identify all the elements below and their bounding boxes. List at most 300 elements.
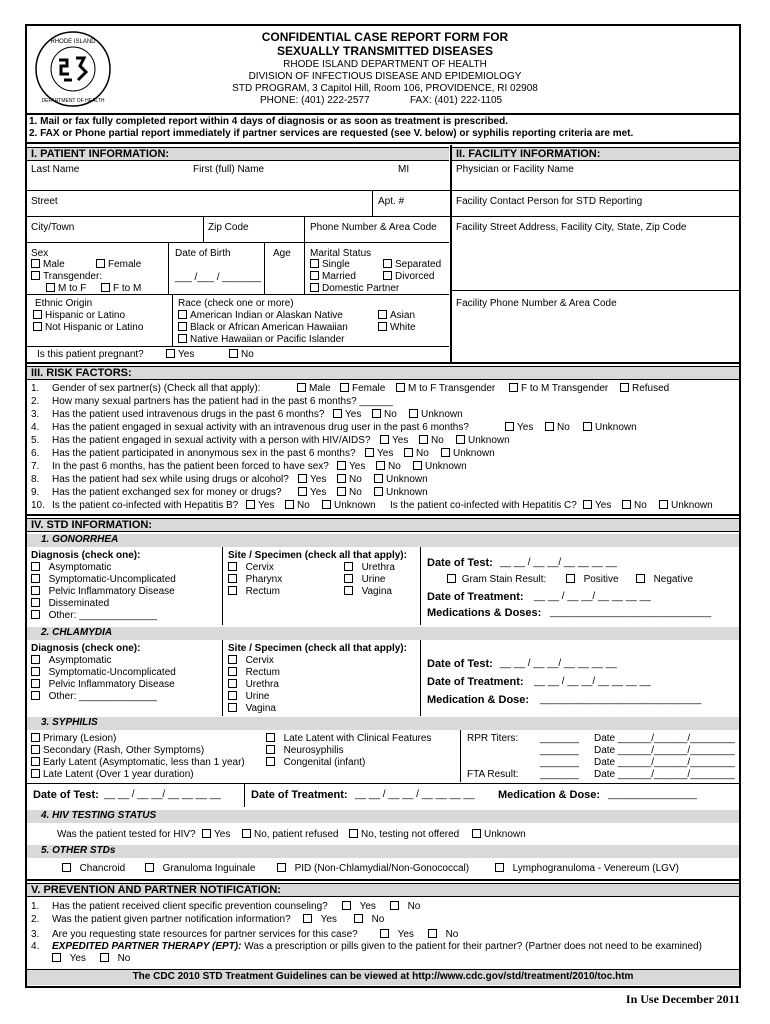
risk-q2-text: How many sexual partners has the patient had in the past 6 months? ______ <box>52 396 393 407</box>
prev-q2-text: Was the patient given partner notification information? <box>52 914 291 925</box>
checkbox[interactable] <box>229 349 238 358</box>
checkbox[interactable] <box>344 586 353 595</box>
checkbox[interactable] <box>419 435 428 444</box>
sex-male-option[interactable]: Male <box>31 259 65 271</box>
checkbox[interactable] <box>374 487 383 496</box>
risk-q10-hepc-text: Is the patient co-infected with Hepatitis C? <box>390 500 577 511</box>
checkbox[interactable] <box>228 574 237 583</box>
risk-q1-text: Gender of sex partner(s) (Check all that apply): <box>52 383 261 394</box>
risk-q7-yes[interactable]: Yes <box>337 461 365 473</box>
marital-divorced-option[interactable]: Divorced <box>383 271 434 283</box>
facility-info-heading: II. FACILITY INFORMATION: <box>452 147 739 161</box>
risk-q9-no[interactable]: No <box>337 487 362 499</box>
checkbox[interactable] <box>228 703 237 712</box>
checkbox[interactable] <box>277 863 286 872</box>
gon-s3[interactable]: Rectum <box>228 586 280 598</box>
risk-q4-no[interactable]: No <box>545 422 570 434</box>
syph-fta-label: FTA Result: <box>467 769 519 780</box>
checkbox[interactable] <box>354 914 363 923</box>
risk-q1-refused[interactable]: Refused <box>620 383 669 395</box>
risk-q5-num: 5. <box>31 435 40 446</box>
hiv-question: Was the patient tested for HIV? <box>57 829 196 840</box>
checkbox[interactable] <box>337 487 346 496</box>
prev-q2-yes[interactable]: Yes <box>303 914 337 926</box>
risk-factors-heading: III. RISK FACTORS: <box>27 366 739 380</box>
risk-q10-hepc-yes[interactable]: Yes <box>583 500 611 512</box>
gonorrhea-heading: 1. GONORRHEA <box>27 534 739 547</box>
checkbox[interactable] <box>31 655 40 664</box>
prev-q3-no[interactable]: No <box>428 929 458 941</box>
checkbox[interactable] <box>31 769 40 778</box>
prev-q3-yes[interactable]: Yes <box>380 929 414 941</box>
gon-test-label: Date of Test: <box>427 557 493 569</box>
checkbox[interactable] <box>456 435 465 444</box>
risk-q3-text: Has the patient used intravenous drugs in the past 6 months? <box>52 409 325 420</box>
chl-s4[interactable]: Urine <box>228 691 269 703</box>
risk-q3-num: 3. <box>31 409 40 420</box>
syph-test-label: Date of Test: <box>33 789 99 801</box>
std-info-heading: IV. STD INFORMATION: <box>27 518 739 532</box>
risk-q7-text: In the past 6 months, has the patient been forced to have sex? <box>52 461 329 472</box>
checkbox[interactable] <box>266 757 275 766</box>
patient-info-heading: I. PATIENT INFORMATION: <box>27 147 449 161</box>
checkbox[interactable] <box>246 500 255 509</box>
marital-separated-option[interactable]: Separated <box>383 259 441 271</box>
syphilis-heading: 3. SYPHILIS <box>27 717 739 730</box>
checkbox[interactable] <box>46 283 55 292</box>
gon-gram-negative[interactable]: Negative <box>636 574 693 586</box>
syph-p2[interactable]: Secondary (Rash, Other Symptoms) <box>31 745 204 757</box>
checkbox[interactable] <box>266 733 275 742</box>
checkbox[interactable] <box>509 383 518 392</box>
age-label: Age <box>273 248 291 259</box>
syph-l2[interactable]: Neurosyphilis <box>266 745 344 757</box>
gon-s6[interactable]: Vagina <box>344 586 392 598</box>
checkbox[interactable] <box>378 310 387 319</box>
risk-q3-yes[interactable]: Yes <box>333 409 361 421</box>
checkbox[interactable] <box>31 610 40 619</box>
chl-diag-label: Diagnosis (check one): <box>31 643 141 654</box>
risk-q10-hepb-unknown[interactable]: Unknown <box>322 500 376 512</box>
street-label: Street <box>31 196 58 207</box>
gon-diag-label: Diagnosis (check one): <box>31 550 141 561</box>
checkbox[interactable] <box>342 901 351 910</box>
program-fax: FAX: (401) 222-1105 <box>410 95 503 106</box>
checkbox[interactable] <box>31 574 40 583</box>
risk-q9-num: 9. <box>31 487 40 498</box>
risk-q5-yes[interactable]: Yes <box>380 435 408 447</box>
checkbox[interactable] <box>298 487 307 496</box>
syph-rpr-field-1[interactable]: _______ <box>540 733 579 744</box>
syph-rpr-label: RPR Titers: <box>467 733 519 744</box>
syph-rpr-field-2[interactable]: _______ <box>540 745 579 756</box>
program-address: STD PROGRAM, 3 Capitol Hill, Room 106, PROVIDENCE, RI 02908 <box>232 83 538 94</box>
gon-d4[interactable]: Disseminated <box>31 598 109 610</box>
checkbox[interactable] <box>96 259 105 268</box>
checkbox[interactable] <box>31 586 40 595</box>
checkbox[interactable] <box>31 691 40 700</box>
checkbox[interactable] <box>202 829 211 838</box>
ethnic-hispanic-option[interactable]: Hispanic or Latino <box>33 310 125 322</box>
prev-q3-num: 3. <box>31 929 40 940</box>
prev-q3-text: Are you requesting state resources for partner services for this case? <box>52 929 358 940</box>
prev-q1-yes[interactable]: Yes <box>342 901 376 913</box>
checkbox[interactable] <box>145 863 154 872</box>
risk-q6-num: 6. <box>31 448 40 459</box>
gon-gram-label: Gram Stain Result: <box>447 574 546 586</box>
pregnant-yes-option[interactable]: Yes <box>166 349 194 361</box>
physician-label: Physician or Facility Name <box>456 164 574 175</box>
marital-married-option[interactable]: Married <box>310 271 356 283</box>
checkbox[interactable] <box>322 500 331 509</box>
checkbox[interactable] <box>390 901 399 910</box>
in-use-date: In Use December 2011 <box>625 992 740 1006</box>
checkbox[interactable] <box>242 829 251 838</box>
syph-date-3[interactable]: Date ______/______/________ <box>594 757 735 768</box>
gon-treat-field[interactable]: __ __ / __ __/ __ __ __ __ <box>534 591 651 602</box>
form-title-line1: CONFIDENTIAL CASE REPORT FORM FOR <box>261 30 509 44</box>
zip-label: Zip Code <box>208 222 249 233</box>
checkbox[interactable] <box>380 929 389 938</box>
syph-test-field[interactable]: __ __ / __ __/ __ __ __ __ <box>104 789 221 800</box>
syph-p1[interactable]: Primary (Lesion) <box>31 733 116 745</box>
facility-contact-label: Facility Contact Person for STD Reporting <box>456 196 643 207</box>
race-white-option[interactable]: White <box>378 322 416 334</box>
gon-treat-label: Date of Treatment: <box>427 591 524 603</box>
checkbox[interactable] <box>31 271 40 280</box>
checkbox[interactable] <box>378 322 387 331</box>
chl-d3[interactable]: Pelvic Inflammatory Disease <box>31 679 175 691</box>
syph-p4[interactable]: Late Latent (Over 1 year duration) <box>31 769 194 781</box>
syph-p3[interactable]: Early Latent (Asymptomatic, less than 1 year) <box>31 757 245 769</box>
prev-q4-text: EXPEDITED PARTNER THERAPY (EPT): Was a prescription or pills given to the patient for their partner? (Partner does not need to be examined) <box>52 941 702 952</box>
checkbox[interactable] <box>383 259 392 268</box>
risk-q8-text: Has the patient had sex while using drugs or alcohol? <box>52 474 289 485</box>
other-lgv[interactable]: Lymphogranuloma - Venereum (LGV) <box>495 863 679 875</box>
checkbox[interactable] <box>441 448 450 457</box>
checkbox[interactable] <box>337 461 346 470</box>
facility-phone-label: Facility Phone Number & Area Code <box>456 298 617 309</box>
other-stds-heading: 5. OTHER STDs <box>27 845 739 858</box>
checkbox[interactable] <box>52 953 61 962</box>
checkbox[interactable] <box>228 562 237 571</box>
chl-meds-label: Medication & Dose: <box>427 694 530 706</box>
checkbox[interactable] <box>31 757 40 766</box>
risk-q1-ftm[interactable]: F to M Transgender <box>509 383 608 395</box>
checkbox[interactable] <box>228 691 237 700</box>
gon-s4[interactable]: Urethra <box>344 562 395 574</box>
checkbox[interactable] <box>297 383 306 392</box>
race-aian-option[interactable]: American Indian or Alaskan Native <box>178 310 343 322</box>
checkbox[interactable] <box>228 655 237 664</box>
city-label: City/Town <box>31 222 75 233</box>
race-nhpi-option[interactable]: Native Hawaiian or Pacific Islander <box>178 334 345 346</box>
prev-q1-no[interactable]: No <box>390 901 420 913</box>
prev-q2-no[interactable]: No <box>354 914 384 926</box>
checkbox[interactable] <box>310 259 319 268</box>
checkbox[interactable] <box>31 598 40 607</box>
risk-q4-num: 4. <box>31 422 40 433</box>
chl-s3[interactable]: Urethra <box>228 679 279 691</box>
checkbox[interactable] <box>505 422 514 431</box>
race-label: Race (check one or more) <box>178 298 294 309</box>
checkbox[interactable] <box>101 283 110 292</box>
risk-q1-female[interactable]: Female <box>340 383 385 395</box>
checkbox[interactable] <box>303 914 312 923</box>
facility-address-label: Facility Street Address, Facility City, State, Zip Code <box>456 222 687 233</box>
sex-transgender-label: Transgender: <box>31 271 102 283</box>
risk-q10-hepb-yes[interactable]: Yes <box>246 500 274 512</box>
checkbox[interactable] <box>365 448 374 457</box>
sex-m-to-f-option[interactable]: M to F <box>46 283 86 295</box>
mi-label: MI <box>398 164 410 175</box>
checkbox[interactable] <box>31 259 40 268</box>
risk-q10-text: Is the patient co-infected with Hepatitis B? <box>52 500 239 511</box>
checkbox[interactable] <box>583 422 592 431</box>
risk-q1-male[interactable]: Male <box>297 383 331 395</box>
pregnant-no-option[interactable]: No <box>229 349 254 361</box>
risk-q9-text: Has the patient exchanged sex for money or drugs? <box>52 487 282 498</box>
risk-q4-yes[interactable]: Yes <box>505 422 533 434</box>
checkbox[interactable] <box>545 422 554 431</box>
checkbox[interactable] <box>636 574 645 583</box>
prevention-heading: V. PREVENTION AND PARTNER NOTIFICATION: <box>27 883 739 897</box>
risk-q1-mtf[interactable]: M to F Transgender <box>396 383 495 395</box>
risk-q2-num: 2. <box>31 396 40 407</box>
checkbox[interactable] <box>344 562 353 571</box>
checkbox[interactable] <box>178 322 187 331</box>
checkbox[interactable] <box>337 474 346 483</box>
apt-label: Apt. # <box>378 196 405 207</box>
checkbox[interactable] <box>659 500 668 509</box>
checkbox[interactable] <box>374 474 383 483</box>
syph-meds-field[interactable]: ________________ <box>608 789 697 800</box>
checkbox[interactable] <box>333 409 342 418</box>
syph-treat-field[interactable]: __ __ / __ __ / __ __ __ __ <box>355 789 475 800</box>
gon-test-field[interactable]: __ __ / __ __/ __ __ __ __ <box>500 557 617 568</box>
chl-s2[interactable]: Rectum <box>228 667 280 679</box>
cdc-guidelines-link[interactable]: The CDC 2010 STD Treatment Guidelines can be viewed at http://www.cdc.gov/std/treatment/2010/toc.htm <box>132 971 634 982</box>
prev-q4-no[interactable]: No <box>100 953 130 965</box>
syph-rpr-field-3[interactable]: _______ <box>540 757 579 768</box>
checkbox[interactable] <box>31 733 40 742</box>
marital-domestic-option[interactable]: Domestic Partner <box>310 283 399 295</box>
checkbox[interactable] <box>298 474 307 483</box>
checkbox[interactable] <box>166 349 175 358</box>
ethnic-label: Ethnic Origin <box>35 298 93 309</box>
risk-q8-num: 8. <box>31 474 40 485</box>
dob-field[interactable]: ___ /___ / _______ <box>175 272 262 283</box>
checkbox[interactable] <box>285 500 294 509</box>
checkbox[interactable] <box>409 409 418 418</box>
syph-treat-label: Date of Treatment: <box>251 789 348 801</box>
risk-q7-no[interactable]: No <box>376 461 401 473</box>
risk-q6-unknown[interactable]: Unknown <box>441 448 495 460</box>
chl-meds-field[interactable]: _____________________________ <box>540 694 702 705</box>
prev-q1-num: 1. <box>31 901 40 912</box>
gon-d5[interactable]: Other: ______________ <box>31 610 157 622</box>
other-chancroid[interactable]: Chancroid <box>62 863 125 875</box>
risk-q8-no[interactable]: No <box>337 474 362 486</box>
last-name-field[interactable] <box>27 162 449 190</box>
checkbox[interactable] <box>228 667 237 676</box>
gon-d2[interactable]: Symptomatic-Uncomplicated <box>31 574 176 586</box>
marital-label: Marital Status <box>310 248 372 259</box>
other-pid[interactable]: PID (Non-Chlamydial/Non-Gonococcal) <box>277 863 469 875</box>
gon-s2[interactable]: Pharynx <box>228 574 282 586</box>
risk-q8-yes[interactable]: Yes <box>298 474 326 486</box>
checkbox[interactable] <box>33 310 42 319</box>
checkbox[interactable] <box>372 409 381 418</box>
risk-q1-num: 1. <box>31 383 40 394</box>
risk-q5-text: Has the patient engaged in sexual activity with a person with HIV/AIDS? <box>52 435 371 446</box>
checkbox[interactable] <box>447 574 456 583</box>
phone-label: Phone Number & Area Code <box>310 222 437 233</box>
checkbox[interactable] <box>495 863 504 872</box>
chl-treat-field[interactable]: __ __ / __ __/ __ __ __ __ <box>534 676 651 687</box>
last-name-label: Last Name <box>31 164 80 175</box>
checkbox[interactable] <box>340 383 349 392</box>
risk-q5-unknown[interactable]: Unknown <box>456 435 510 447</box>
division-name: DIVISION OF INFECTIOUS DISEASE AND EPIDEMIOLOGY <box>248 71 522 82</box>
gon-d1[interactable]: Asymptomatic <box>31 562 111 574</box>
checkbox[interactable] <box>310 271 319 280</box>
hiv-heading: 4. HIV TESTING STATUS <box>27 810 739 823</box>
dob-label: Date of Birth <box>175 248 231 259</box>
risk-q3-unknown[interactable]: Unknown <box>409 409 463 421</box>
checkbox[interactable] <box>178 310 187 319</box>
prev-q4-yes[interactable]: Yes <box>52 953 86 965</box>
checkbox[interactable] <box>428 929 437 938</box>
chl-site-label: Site / Specimen (check all that apply): <box>228 643 407 654</box>
checkbox[interactable] <box>100 953 109 962</box>
chl-d2[interactable]: Symptomatic-Uncomplicated <box>31 667 176 679</box>
checkbox[interactable] <box>31 562 40 571</box>
checkbox[interactable] <box>228 679 237 688</box>
checkbox[interactable] <box>376 461 385 470</box>
risk-q9-unknown[interactable]: Unknown <box>374 487 428 499</box>
checkbox[interactable] <box>62 863 71 872</box>
risk-q4-unknown[interactable]: Unknown <box>583 422 637 434</box>
checkbox[interactable] <box>472 829 481 838</box>
gon-d3[interactable]: Pelvic Inflammatory Disease <box>31 586 175 598</box>
risk-q8-unknown[interactable]: Unknown <box>374 474 428 486</box>
gon-s1[interactable]: Cervix <box>228 562 274 574</box>
risk-q6-yes[interactable]: Yes <box>365 448 393 460</box>
risk-q3-no[interactable]: No <box>372 409 397 421</box>
risk-q10-hepc-unknown[interactable]: Unknown <box>659 500 713 512</box>
race-asian-option[interactable]: Asian <box>378 310 415 322</box>
risk-q9-yes[interactable]: Yes <box>298 487 326 499</box>
checkbox[interactable] <box>31 679 40 688</box>
checkbox[interactable] <box>620 383 629 392</box>
checkbox[interactable] <box>566 574 575 583</box>
gon-meds-label: Medications & Doses: <box>427 607 542 619</box>
sex-f-to-m-option[interactable]: F to M <box>101 283 141 295</box>
risk-q6-text: Has the patient participated in anonymous sex in the past 6 months? <box>52 448 356 459</box>
syph-l3[interactable]: Congenital (infant) <box>266 757 365 769</box>
sex-female-option[interactable]: Female <box>96 259 141 271</box>
risk-q7-unknown[interactable]: Unknown <box>413 461 467 473</box>
risk-q6-no[interactable]: No <box>404 448 429 460</box>
checkbox[interactable] <box>413 461 422 470</box>
chl-test-label: Date of Test: <box>427 658 493 670</box>
chl-d1[interactable]: Asymptomatic <box>31 655 111 667</box>
syph-fta-field[interactable]: _______ <box>540 769 579 780</box>
gon-gram-positive[interactable]: Positive <box>566 574 619 586</box>
checkbox[interactable] <box>383 271 392 280</box>
hiv-unknown[interactable]: Unknown <box>472 829 526 841</box>
syph-date-4[interactable]: Date ______/______/________ <box>594 769 735 780</box>
ethnic-not-hispanic-option[interactable]: Not Hispanic or Latino <box>33 322 143 334</box>
program-phone: PHONE: (401) 222-2577 <box>260 95 370 106</box>
checkbox[interactable] <box>622 500 631 509</box>
gon-meds-field[interactable]: _____________________________ <box>550 607 712 618</box>
other-granuloma[interactable]: Granuloma Inguinale <box>145 863 255 875</box>
checkbox[interactable] <box>266 745 275 754</box>
chl-d4[interactable]: Other: ______________ <box>31 691 157 703</box>
sex-label: Sex <box>31 248 49 259</box>
syph-date-1[interactable]: Date ______/______/________ <box>594 733 735 744</box>
checkbox[interactable] <box>178 334 187 343</box>
ri-health-seal-logo <box>34 30 112 108</box>
risk-q4-text: Has the patient engaged in sexual activity with an intravenous drug user in the past 6 months? <box>52 422 469 433</box>
gon-site-label: Site / Specimen (check all that apply): <box>228 550 407 561</box>
checkbox[interactable] <box>33 322 42 331</box>
chl-s5[interactable]: Vagina <box>228 703 276 715</box>
prev-q2-num: 2. <box>31 914 40 925</box>
chl-test-field[interactable]: __ __ / __ __/ __ __ __ __ <box>500 658 617 669</box>
risk-q10-hepc-no[interactable]: No <box>622 500 647 512</box>
prev-q1-text: Has the patient received client specific prevention counseling? <box>52 901 328 912</box>
checkbox[interactable] <box>344 574 353 583</box>
risk-q5-no[interactable]: No <box>419 435 444 447</box>
checkbox[interactable] <box>310 283 319 292</box>
checkbox[interactable] <box>396 383 405 392</box>
marital-single-option[interactable]: Single <box>310 259 350 271</box>
risk-q10-hepb-no[interactable]: No <box>285 500 310 512</box>
instruction-2: 2. FAX or Phone partial report immediately if partner services are requested (see V. below) or syphilis reporting criteria are met. <box>29 128 634 139</box>
chlamydia-heading: 2. CHLAMYDIA <box>27 627 739 640</box>
hiv-yes[interactable]: Yes <box>202 829 230 841</box>
pregnant-label: Is this patient pregnant? <box>37 349 144 360</box>
dept-name: RHODE ISLAND DEPARTMENT OF HEALTH <box>283 59 487 70</box>
svg-text:RHODE ISLAND: RHODE ISLAND <box>50 39 96 45</box>
checkbox[interactable] <box>31 667 40 676</box>
checkbox[interactable] <box>31 745 40 754</box>
gon-s5[interactable]: Urine <box>344 574 385 586</box>
prev-q4-num: 4. <box>31 941 40 952</box>
svg-text:DEPARTMENT OF HEALTH: DEPARTMENT OF HEALTH <box>41 98 105 104</box>
instruction-1: 1. Mail or fax fully completed report within 4 days of diagnosis or as soon as treatment is prescribed. <box>29 116 509 127</box>
hiv-not-offered[interactable]: No, testing not offered <box>349 829 459 841</box>
hiv-refused[interactable]: No, patient refused <box>242 829 339 841</box>
syph-l1[interactable]: Late Latent with Clinical Features <box>266 733 431 745</box>
race-black-option[interactable]: Black or African American Hawaiian <box>178 322 348 334</box>
checkbox[interactable] <box>228 586 237 595</box>
chl-treat-label: Date of Treatment: <box>427 676 524 688</box>
checkbox[interactable] <box>583 500 592 509</box>
risk-q10-num: 10. <box>31 500 45 511</box>
checkbox[interactable] <box>349 829 358 838</box>
checkbox[interactable] <box>380 435 389 444</box>
first-name-label: First (full) Name <box>193 164 265 175</box>
checkbox[interactable] <box>404 448 413 457</box>
form-title-line2: SEXUALLY TRANSMITTED DISEASES <box>276 44 494 58</box>
risk-q7-num: 7. <box>31 461 40 472</box>
chl-s1[interactable]: Cervix <box>228 655 274 667</box>
syph-date-2[interactable]: Date ______/______/________ <box>594 745 735 756</box>
